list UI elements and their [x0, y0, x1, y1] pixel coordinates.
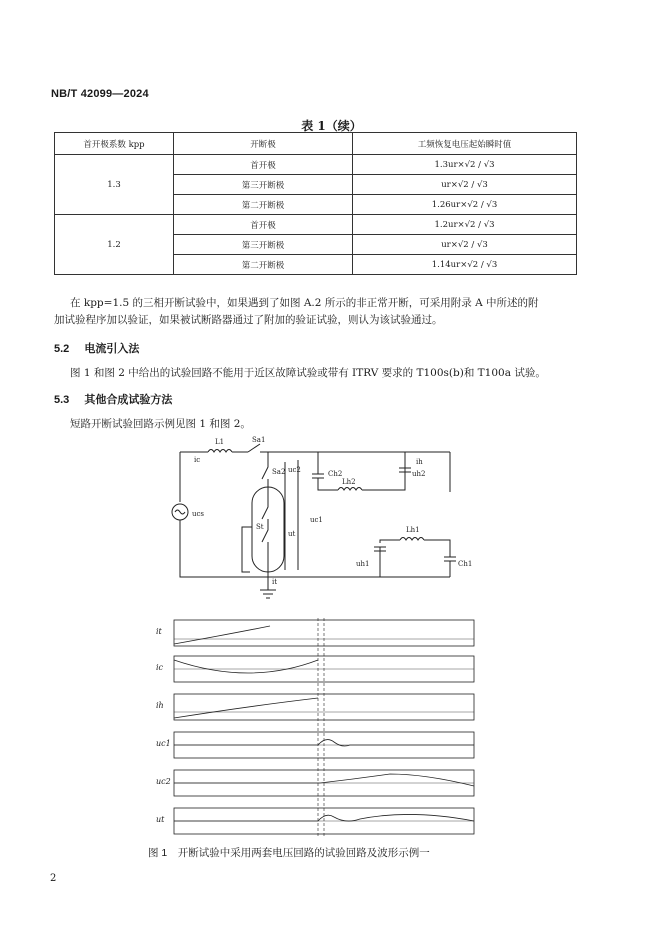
section-number: 5.3	[54, 394, 70, 406]
label-uh1: uh1	[356, 560, 370, 568]
waveform-panel	[174, 694, 474, 720]
channel-label: ic	[156, 663, 164, 672]
label-Sa1: Sa1	[252, 436, 266, 444]
label-Lh1: Lh1	[406, 526, 420, 534]
label-ucs: ucs	[192, 510, 205, 518]
channel-label: it	[156, 627, 162, 636]
table-header: 首开极系数 kpp	[55, 133, 174, 155]
label-Ch2: Ch2	[328, 470, 343, 478]
channel-label: ih	[156, 701, 164, 710]
channel-label: ut	[156, 815, 165, 824]
standard-number: NB/T 42099—2024	[51, 88, 149, 100]
label-ut: ut	[288, 530, 296, 538]
table-header: 开断极	[174, 133, 353, 155]
pole-cell: 首开极	[174, 215, 353, 235]
section-title: 其他合成试验方法	[84, 394, 173, 406]
value-cell: 1.14ur×√2 / √3	[353, 255, 577, 275]
table-row	[55, 155, 577, 175]
label-uc1: uc1	[310, 516, 323, 524]
label-L1: L1	[215, 438, 225, 446]
waveform-it	[174, 626, 270, 644]
channel-label: uc1	[156, 739, 171, 748]
section-heading-5-2	[54, 340, 139, 356]
label-Ch1: Ch1	[458, 560, 473, 568]
value-cell: ur×√2 / √3	[353, 175, 577, 195]
value-cell: 1.3ur×√2 / √3	[353, 155, 577, 175]
kpp-cell: 1.3	[55, 155, 174, 215]
label-Lh2: Lh2	[342, 478, 356, 486]
figure-caption: 图 1 开断试验中采用两套电压回路的试验回路及波形示例一	[148, 847, 430, 859]
label-uc2: uc2	[288, 466, 301, 474]
value-cell: ur×√2 / √3	[353, 235, 577, 255]
table-row	[55, 215, 577, 235]
table-caption: 表 1（续）	[301, 119, 362, 133]
table-header: 工频恢复电压起始瞬时值	[353, 133, 577, 155]
label-ih: ih	[416, 458, 423, 466]
pole-cell: 第二开断极	[174, 255, 353, 275]
kpp-cell: 1.2	[55, 215, 174, 275]
label-Sa2: Sa2	[272, 468, 286, 476]
waveform-diagram	[150, 614, 480, 840]
value-cell: 1.26ur×√2 / √3	[353, 195, 577, 215]
pole-cell: 第三开断极	[174, 235, 353, 255]
paragraph: 短路开断试验回路示例见图 1 和图 2。	[70, 418, 251, 430]
pole-cell: 首开极	[174, 155, 353, 175]
table-header-row	[55, 133, 577, 155]
channel-label: uc2	[156, 777, 171, 786]
paragraph-line: 在 kpp=1.5 的三相开断试验中，如果遇到了如图 A.2 所示的非正常开断，可采用附录 A 中所述的附	[70, 297, 539, 309]
label-ic: ic	[194, 456, 201, 464]
waveform-ih	[174, 698, 318, 718]
waveform-ic	[174, 660, 318, 673]
section-number: 5.2	[54, 343, 70, 355]
page-number: 2	[50, 873, 57, 884]
paragraph: 图 1 和图 2 中给出的试验回路不能用于近区故障试验或带有 ITRV 要求的 T100s(b)和 T100a 试验。	[70, 367, 546, 379]
section-heading-5-3	[54, 391, 172, 407]
pole-cell: 第三开断极	[174, 175, 353, 195]
value-cell: 1.2ur×√2 / √3	[353, 215, 577, 235]
test-circuit-diagram	[160, 432, 480, 602]
label-uh2: uh2	[412, 470, 426, 478]
label-it: it	[272, 578, 278, 586]
label-St: St	[256, 523, 264, 531]
paragraph-line: 加试验程序加以验证，如果被试断路器通过了附加的验证试验，则认为该试验通过。	[54, 314, 443, 326]
pole-cell: 第二开断极	[174, 195, 353, 215]
section-title: 电流引入法	[84, 343, 140, 355]
data-table	[54, 132, 577, 275]
